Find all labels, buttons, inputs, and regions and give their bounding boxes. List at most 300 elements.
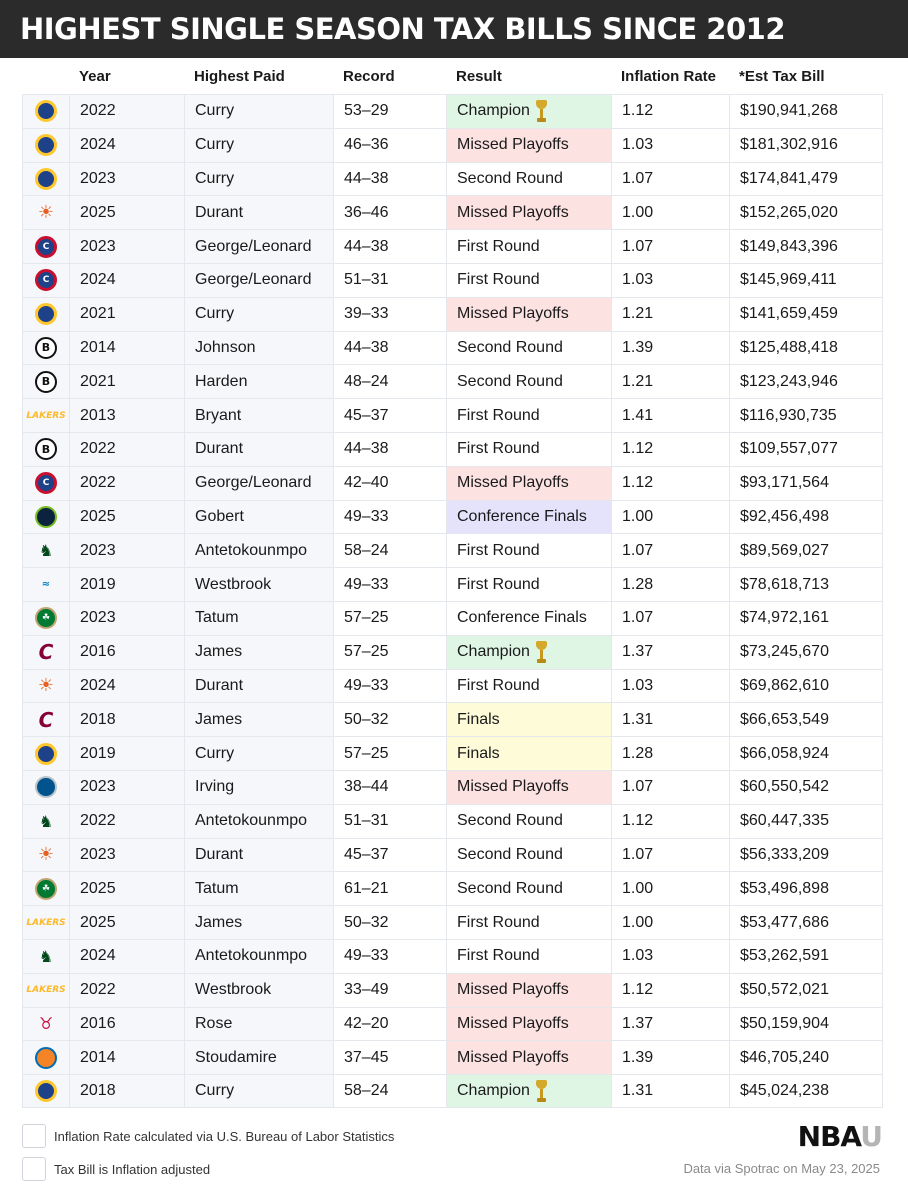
highest-paid-text: James [195, 710, 243, 728]
inflation-rate-cell [611, 567, 729, 601]
trophy-icon [535, 641, 547, 663]
inflation-rate-text: 1.03 [622, 947, 654, 965]
highest-paid-text: Tatum [195, 609, 239, 627]
bucks-logo-icon: ♞ [38, 811, 54, 831]
inflation-rate-text: 1.07 [622, 609, 654, 627]
year-cell [69, 939, 184, 973]
lakers-logo-icon: LAKERS [26, 985, 66, 996]
lakers-logo-icon: LAKERS [26, 917, 66, 928]
highest-paid-cell [184, 1040, 333, 1074]
record-text: 51–31 [344, 271, 389, 289]
record-text: 44–38 [344, 440, 389, 458]
est-tax-bill-text: $152,265,020 [740, 203, 838, 221]
timberwolves-logo-icon [35, 506, 57, 528]
year-text: 2025 [80, 913, 116, 931]
clippers-logo-icon: C [35, 236, 57, 258]
record-text: 36–46 [344, 203, 389, 221]
inflation-rate-cell [611, 162, 729, 196]
year-text: 2013 [80, 406, 116, 424]
record-cell [333, 838, 446, 872]
highest-paid-text: Westbrook [195, 981, 272, 999]
result-cell [446, 905, 611, 939]
record-text: 45–37 [344, 406, 389, 424]
record-cell [333, 601, 446, 635]
record-cell [333, 939, 446, 973]
inflation-rate-cell [611, 770, 729, 804]
table-row [0, 533, 908, 567]
inflation-rate-text: 1.00 [622, 203, 654, 221]
inflation-rate-cell [611, 432, 729, 466]
result-cell [446, 432, 611, 466]
result-cell [446, 669, 611, 703]
year-text: 2023 [80, 169, 116, 187]
team-logo-cell [22, 1040, 69, 1074]
cavaliers-logo-icon: C [38, 707, 54, 732]
record-cell [333, 263, 446, 297]
team-logo-cell [22, 973, 69, 1007]
lakers-logo-icon: LAKERS [26, 410, 66, 421]
record-text: 46–36 [344, 136, 389, 154]
est-tax-bill-cell [729, 669, 883, 703]
est-tax-bill-cell [729, 297, 883, 331]
highest-paid-text: George/Leonard [195, 237, 312, 255]
table-row [0, 128, 908, 162]
result-text: Second Round [457, 812, 563, 830]
est-tax-bill-cell [729, 398, 883, 432]
team-logo-cell [22, 195, 69, 229]
year-text: 2016 [80, 643, 116, 661]
year-text: 2025 [80, 203, 116, 221]
result-text: First Round [457, 541, 540, 559]
result-text: Missed Playoffs [457, 203, 569, 221]
highest-paid-cell [184, 128, 333, 162]
record-text: 38–44 [344, 778, 389, 796]
highest-paid-text: Durant [195, 845, 244, 863]
result-cell [446, 939, 611, 973]
celtics-logo-icon: ☘ [35, 878, 57, 900]
inflation-rate-cell [611, 364, 729, 398]
record-cell [333, 195, 446, 229]
inflation-rate-text: 1.21 [622, 305, 654, 323]
year-text: 2024 [80, 947, 116, 965]
highest-paid-cell [184, 770, 333, 804]
result-text: First Round [457, 676, 540, 694]
result-text: Missed Playoffs [457, 778, 569, 796]
highest-paid-cell [184, 973, 333, 1007]
highest-paid-cell [184, 195, 333, 229]
team-logo-cell [22, 162, 69, 196]
result-cell [446, 1007, 611, 1041]
result-cell [446, 364, 611, 398]
header-est-tax-bill: *Est Tax Bill [739, 67, 825, 85]
clippers-logo-icon: C [35, 472, 57, 494]
record-cell [333, 331, 446, 365]
result-text: First Round [457, 237, 540, 255]
est-tax-bill-text: $74,972,161 [740, 609, 829, 627]
record-text: 58–24 [344, 541, 389, 559]
highest-paid-cell [184, 669, 333, 703]
result-cell [446, 567, 611, 601]
year-cell [69, 804, 184, 838]
table-row [0, 702, 908, 736]
data-source: Data via Spotrac on May 23, 2025 [683, 1161, 880, 1176]
year-cell [69, 500, 184, 534]
warriors-logo-icon [35, 743, 57, 765]
record-text: 50–32 [344, 710, 389, 728]
year-text: 2022 [80, 981, 116, 999]
cavaliers-logo-icon: C [38, 640, 54, 665]
highest-paid-text: James [195, 643, 243, 661]
result-cell [446, 297, 611, 331]
team-logo-cell [22, 263, 69, 297]
record-cell [333, 973, 446, 1007]
result-cell [446, 195, 611, 229]
nbau-logo-accent: U [860, 1120, 882, 1153]
suns-logo-icon: ☀ [37, 844, 55, 866]
table-row [0, 736, 908, 770]
year-text: 2019 [80, 575, 116, 593]
record-text: 42–40 [344, 474, 389, 492]
inflation-rate-text: 1.12 [622, 102, 654, 120]
inflation-rate-text: 1.31 [622, 710, 654, 728]
mavericks-logo-icon [35, 776, 57, 798]
record-text: 44–38 [344, 338, 389, 356]
record-text: 33–49 [344, 981, 389, 999]
est-tax-bill-cell [729, 94, 883, 128]
inflation-rate-text: 1.03 [622, 136, 654, 154]
legend-inflation-text: Inflation Rate calculated via U.S. Bureau of Labor Statistics [54, 1128, 395, 1144]
result-text: Finals [457, 744, 500, 762]
table-row [0, 94, 908, 128]
warriors-logo-icon [35, 134, 57, 156]
highest-paid-cell [184, 736, 333, 770]
year-cell [69, 1074, 184, 1108]
year-cell [69, 162, 184, 196]
est-tax-bill-text: $56,333,209 [740, 845, 829, 863]
inflation-rate-text: 1.12 [622, 812, 654, 830]
inflation-rate-cell [611, 500, 729, 534]
highest-paid-cell [184, 533, 333, 567]
table-row [0, 635, 908, 669]
nbau-logo-main: NBA [797, 1120, 861, 1153]
table-row [0, 1040, 908, 1074]
est-tax-bill-cell [729, 973, 883, 1007]
est-tax-bill-text: $66,653,549 [740, 710, 829, 728]
inflation-rate-cell [611, 973, 729, 1007]
footer [0, 1120, 908, 1200]
result-cell [446, 263, 611, 297]
record-cell [333, 466, 446, 500]
est-tax-bill-cell [729, 804, 883, 838]
year-cell [69, 94, 184, 128]
result-text: Champion [457, 643, 530, 661]
record-cell [333, 162, 446, 196]
highest-paid-text: Curry [195, 305, 235, 323]
thunder-logo-icon: ≈ [41, 579, 51, 591]
legend-tax-text: Tax Bill is Inflation adjusted [54, 1161, 211, 1177]
result-text: First Round [457, 271, 540, 289]
table-row [0, 973, 908, 1007]
est-tax-bill-text: $53,477,686 [740, 913, 829, 931]
record-cell [333, 567, 446, 601]
inflation-rate-text: 1.28 [622, 744, 654, 762]
highest-paid-text: George/Leonard [195, 271, 312, 289]
record-cell [333, 364, 446, 398]
record-text: 57–25 [344, 744, 389, 762]
team-logo-cell [22, 466, 69, 500]
inflation-rate-cell [611, 939, 729, 973]
year-cell [69, 466, 184, 500]
highest-paid-text: Curry [195, 136, 235, 154]
result-cell [446, 635, 611, 669]
year-cell [69, 1040, 184, 1074]
record-text: 58–24 [344, 1082, 389, 1099]
record-cell [333, 669, 446, 703]
result-text: First Round [457, 913, 540, 931]
highest-paid-text: James [195, 913, 243, 931]
record-cell [333, 1007, 446, 1041]
table-row [0, 297, 908, 331]
record-cell [333, 804, 446, 838]
est-tax-bill-cell [729, 635, 883, 669]
table-row [0, 229, 908, 263]
highest-paid-cell [184, 635, 333, 669]
year-cell [69, 263, 184, 297]
result-text: Missed Playoffs [457, 981, 569, 999]
year-text: 2021 [80, 372, 116, 390]
highest-paid-cell [184, 601, 333, 635]
record-text: 53–29 [344, 102, 389, 120]
inflation-rate-cell [611, 128, 729, 162]
est-tax-bill-text: $78,618,713 [740, 575, 829, 593]
inflation-rate-cell [611, 297, 729, 331]
inflation-rate-cell [611, 838, 729, 872]
table-body [0, 94, 908, 1108]
result-cell [446, 466, 611, 500]
highest-paid-cell [184, 567, 333, 601]
highest-paid-text: Antetokounmpo [195, 541, 308, 559]
result-cell [446, 533, 611, 567]
est-tax-bill-text: $53,262,591 [740, 947, 829, 965]
result-text: Conference Finals [457, 507, 587, 525]
team-logo-cell [22, 669, 69, 703]
result-text: Second Round [457, 372, 563, 390]
record-cell [333, 500, 446, 534]
est-tax-bill-cell [729, 702, 883, 736]
year-text: 2024 [80, 136, 116, 154]
year-cell [69, 736, 184, 770]
highest-paid-text: Antetokounmpo [195, 812, 308, 830]
highest-paid-cell [184, 466, 333, 500]
est-tax-bill-cell [729, 432, 883, 466]
est-tax-bill-cell [729, 331, 883, 365]
year-cell [69, 635, 184, 669]
highest-paid-text: Durant [195, 676, 244, 694]
nets-logo-icon: B [35, 371, 57, 393]
header-inflation-rate: Inflation Rate [621, 67, 717, 85]
est-tax-bill-cell [729, 533, 883, 567]
result-text: Second Round [457, 338, 563, 356]
result-text: Second Round [457, 169, 563, 187]
result-text: Missed Playoffs [457, 136, 569, 154]
year-cell [69, 567, 184, 601]
highest-paid-cell [184, 1074, 333, 1108]
year-text: 2024 [80, 271, 116, 289]
highest-paid-cell [184, 94, 333, 128]
inflation-rate-text: 1.07 [622, 778, 654, 796]
team-logo-cell [22, 432, 69, 466]
result-cell [446, 804, 611, 838]
team-logo-cell [22, 1007, 69, 1041]
est-tax-bill-text: $92,456,498 [740, 507, 829, 525]
record-cell [333, 770, 446, 804]
warriors-logo-icon [35, 168, 57, 190]
record-cell [333, 94, 446, 128]
team-logo-cell [22, 770, 69, 804]
year-text: 2023 [80, 541, 116, 559]
nets-logo-icon: B [35, 438, 57, 460]
trophy-icon [535, 100, 547, 122]
year-text: 2022 [80, 102, 116, 120]
est-tax-bill-text: $174,841,479 [740, 169, 838, 187]
team-logo-cell [22, 398, 69, 432]
est-tax-bill-cell [729, 939, 883, 973]
team-logo-cell [22, 533, 69, 567]
est-tax-bill-text: $53,496,898 [740, 879, 829, 897]
table-row [0, 669, 908, 703]
result-cell [446, 398, 611, 432]
est-tax-bill-text: $93,171,564 [740, 474, 829, 492]
est-tax-bill-cell [729, 905, 883, 939]
team-logo-cell [22, 601, 69, 635]
highest-paid-cell [184, 939, 333, 973]
year-text: 2014 [80, 1048, 116, 1066]
highest-paid-cell [184, 364, 333, 398]
year-cell [69, 229, 184, 263]
inflation-rate-cell [611, 905, 729, 939]
year-cell [69, 770, 184, 804]
table-row [0, 567, 908, 601]
result-text: Missed Playoffs [457, 1014, 569, 1032]
team-logo-cell [22, 635, 69, 669]
result-text: Second Round [457, 845, 563, 863]
suns-logo-icon: ☀ [37, 675, 55, 697]
highest-paid-text: Durant [195, 203, 244, 221]
est-tax-bill-text: $181,302,916 [740, 136, 838, 154]
table-row [0, 838, 908, 872]
table-row [0, 905, 908, 939]
team-logo-cell [22, 94, 69, 128]
inflation-rate-cell [611, 466, 729, 500]
result-cell [446, 162, 611, 196]
record-text: 49–33 [344, 676, 389, 694]
highest-paid-text: Tatum [195, 879, 239, 897]
year-text: 2022 [80, 440, 116, 458]
year-cell [69, 195, 184, 229]
legend-checkbox-tax [22, 1157, 46, 1181]
year-text: 2022 [80, 474, 116, 492]
record-text: 49–33 [344, 575, 389, 593]
est-tax-bill-cell [729, 128, 883, 162]
inflation-rate-cell [611, 533, 729, 567]
highest-paid-text: Curry [195, 1082, 235, 1099]
team-logo-cell [22, 331, 69, 365]
year-cell [69, 871, 184, 905]
inflation-rate-cell [611, 669, 729, 703]
year-text: 2018 [80, 710, 116, 728]
table-row [0, 364, 908, 398]
page-title: HIGHEST SINGLE SEASON TAX BILLS SINCE 2012 [20, 12, 786, 46]
highest-paid-cell [184, 263, 333, 297]
inflation-rate-text: 1.07 [622, 237, 654, 255]
inflation-rate-text: 1.31 [622, 1082, 654, 1099]
highest-paid-text: Irving [195, 778, 235, 796]
est-tax-bill-cell [729, 1007, 883, 1041]
result-cell [446, 838, 611, 872]
result-cell [446, 770, 611, 804]
highest-paid-cell [184, 162, 333, 196]
trophy-icon [535, 1080, 547, 1102]
inflation-rate-cell [611, 702, 729, 736]
highest-paid-text: Harden [195, 372, 248, 390]
inflation-rate-cell [611, 871, 729, 905]
est-tax-bill-text: $89,569,027 [740, 541, 829, 559]
result-cell [446, 94, 611, 128]
inflation-rate-cell [611, 195, 729, 229]
table-header [0, 58, 908, 94]
result-cell [446, 1040, 611, 1074]
team-logo-cell [22, 500, 69, 534]
year-cell [69, 533, 184, 567]
est-tax-bill-cell [729, 1040, 883, 1074]
legend-inflation [22, 1124, 394, 1148]
highest-paid-text: Curry [195, 169, 235, 187]
highest-paid-text: Bryant [195, 406, 242, 424]
highest-paid-text: Curry [195, 744, 235, 762]
est-tax-bill-cell [729, 1074, 883, 1108]
result-cell [446, 229, 611, 263]
year-text: 2023 [80, 237, 116, 255]
est-tax-bill-cell [729, 263, 883, 297]
team-logo-cell [22, 804, 69, 838]
table-row [0, 466, 908, 500]
year-text: 2019 [80, 744, 116, 762]
title-bar [0, 0, 908, 58]
knicks-logo-icon [35, 1047, 57, 1069]
team-logo-cell [22, 128, 69, 162]
est-tax-bill-cell [729, 162, 883, 196]
record-text: 45–37 [344, 845, 389, 863]
year-cell [69, 838, 184, 872]
result-cell [446, 601, 611, 635]
suns-logo-icon: ☀ [37, 202, 55, 224]
est-tax-bill-text: $60,550,542 [740, 778, 829, 796]
year-cell [69, 702, 184, 736]
header-record: Record [343, 67, 395, 85]
highest-paid-text: Antetokounmpo [195, 947, 308, 965]
inflation-rate-text: 1.41 [622, 406, 654, 424]
highest-paid-cell [184, 500, 333, 534]
est-tax-bill-text: $145,969,411 [740, 271, 837, 289]
inflation-rate-text: 1.37 [622, 643, 654, 661]
year-text: 2023 [80, 778, 116, 796]
record-cell [333, 398, 446, 432]
est-tax-bill-cell [729, 770, 883, 804]
record-cell [333, 533, 446, 567]
inflation-rate-text: 1.00 [622, 879, 654, 897]
year-text: 2021 [80, 305, 116, 323]
highest-paid-text: Rose [195, 1014, 233, 1032]
